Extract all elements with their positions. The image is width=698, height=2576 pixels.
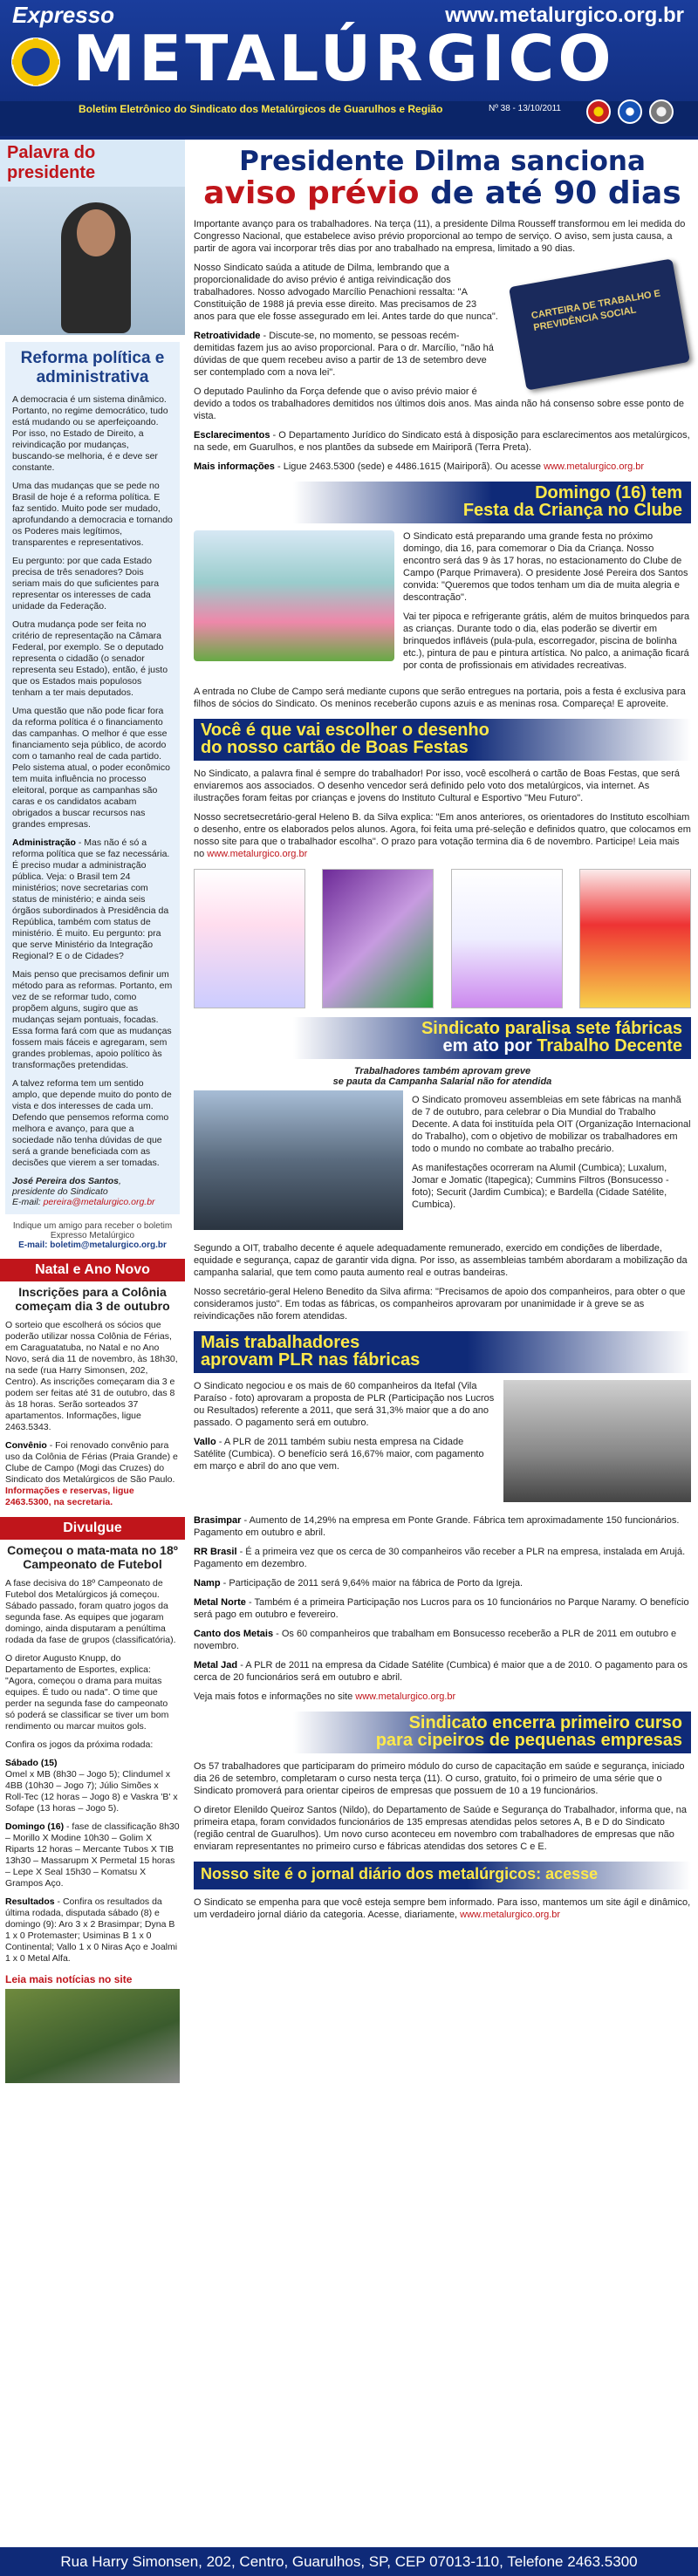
children-party-photo (194, 530, 394, 661)
domingo-games: Domingo (16) - fase de classificação 8h30 – Morillo X Modine 10h30 – Golim X Riparts 12 horas – Mercante Tubos X TIB 13h30 – Massarupm X Permetal 15 horas – Lepe X Seal 15h30 – Komatsu X Grampos Aço. (5, 1821, 180, 1889)
site-banner: Nosso site é o jornal diário dos metalúrgicos: acesse (194, 1862, 691, 1889)
natal-bar: Natal e Ano Novo (0, 1259, 185, 1281)
plr-item: RR Brasil - É a primeira vez que os cerca de 30 companheiros vão receber a PLR na empresa, instalada em Arujá. Pagamento em dezembro. (194, 1547, 686, 1569)
natal-text: O sorteio que escolherá os sócios que poderão utilizar nossa Colônia de Férias, em Caraguatatuba, no Natal e no Ano Novo, será dia 11 de novembro, às 18h30, na sede (rua Harry Simonsen, 202, Centro). As inscrições começaram dia 3 e podem ser feitas até 31 de outubro, das 8 às 18 horas. Serão sorteados 37 apartamentos. Informações, ligue 2463.5343. (5, 1320, 178, 1432)
site-link[interactable]: www.metalurgico.org.br (355, 1691, 456, 1702)
site-paragraph: O Sindicato se empenha para que você esteja sempre bem informado. Para isso, mantemos um site ágil e dinâmico, um verdadeiro jornal diário da categoria. Acesse, diariamente, www.metalurgico.org.br (194, 1897, 691, 1920)
union-logo-icon (10, 37, 61, 87)
curso-paragraph: Os 57 trabalhadores que participaram do primeiro módulo do curso de capacitação em saúde e segurança, iniciado dia 26 de setembro, completaram o curso nesta terça (11). O curso, gratuito, foi o primeiro de uma série que o Sindicato promoverá para orientar cipeiros de empresas que possuem de 10 a 19 funcionários. (194, 1761, 685, 1796)
footer-address: Rua Harry Simonsen, 202, Centro, Guarulhos, SP, CEP 07013-110, Telefone 2463.5300 (0, 2547, 698, 2576)
domingo-paragraph: Vai ter pipoca e refrigerante grátis, além de muitos brinquedos para as crianças. Durante todo o dia, elas poderão se divertir em brinquedos infláveis (pula-pula, escorregador, piscina de bolinha etc.), pintura de pau e pintura artística. No palco, a animação ficará por conta de profissionais em atividades recreativas. (403, 612, 690, 671)
site-url-link[interactable]: www.metalurgico.org.br (445, 3, 684, 27)
site-link[interactable]: www.metalurgico.org.br (544, 461, 645, 472)
column-paragraph: Uma questão que não pode ficar fora da reforma política é o financiamento das campanhas. O melhor é que esse financiamento seja público, de acordo com o tamanho real de cada partido. Pelo sistema atual, o poder econômico tem muita influência no processo eleitoral, porque as campanhas são caras e os candidatos acabam obrigados a buscar recursos nas grandes empresas. (12, 706, 170, 830)
signature: José Pereira dos Santos, presidente do Sindicato E-mail: pereira@metalurgico.org.br (12, 1176, 155, 1207)
info-paragraph: Mais informações - Ligue 2463.5300 (sede) e 4486.1615 (Mairiporã). Ou acesse www.metalurgico.org.br (194, 461, 645, 472)
president-column (5, 342, 180, 1214)
workers-group-photo (503, 1380, 691, 1502)
drawing-card[interactable] (579, 869, 691, 1008)
partner-seals (586, 99, 674, 124)
paralisa-subtitle: Trabalhadores também aprovam greve se pauta da Campanha Salarial não for atendida (332, 1066, 552, 1087)
leia-mais-link[interactable]: Leia mais notícias no site (5, 1973, 133, 1985)
invite-friend: Indique um amigo para receber o boletim Expresso Metalúrgico E-mail: boletim@metalurgico.org.br (12, 1221, 173, 1250)
paralisa-paragraph: As manifestações ocorreram na Alumil (Cumbica); Luxalum, Jomar e Jomatic (Itapegica); Cummins Filtros (Bonsucesso - foto); Securit (Jardim Cumbica); e Bardella (Cidade Satélite, Cumbica). (412, 1163, 669, 1210)
paralisa-paragraph: O Sindicato promoveu assembleias em sete fábricas na manhã de 7 de outubro, para celebrar o Dia Mundial do Trabalho Decente. A data foi instituída pela OIT (Organização Internacional do Trabalho), com o objetivo de mobilizar os trabalhadores em todo o mundo no combate ao trabalho precário. (412, 1095, 691, 1154)
column-paragraph: Uma das mudanças que se pede no Brasil de hoje é a reforma política. E faz sentido. Muito pode ser mudado, aprofundando a democracia e tornando os Poderes mais legítimos, transparentes e representativos. (12, 481, 173, 548)
lead-paragraph: O deputado Paulinho da Força defende que o aviso prévio maior é devido a todos os trabalhadores demitidos nos últimos dois anos. Mas ainda não há consenso sobre esse ponto de vista. (194, 386, 684, 421)
desenho-paragraph: Nosso secretsecretário-geral Heleno B. da Silva explica: "Em anos anteriores, os orientadores do Instituto escolhiam o desenho, entre os elaborados pelos alunos. Agora, foi feita uma pré-seleção e definidos quatro, que colocamos em nosso site para que o trabalhador escolha". O prazo para votação termina dia 6 de novembro. Participe! Leia mais no www.metalurgico.org.br (194, 812, 691, 859)
site-link[interactable]: www.metalurgico.org.br (207, 849, 308, 859)
column-paragraph: Eu pergunto: por que cada Estado precisa de três senadores? Dois seriam mais do que suficientes para representar os interesses de cada unidade da Federação. (12, 556, 160, 612)
card-drawings (194, 869, 691, 1008)
paralisa-paragraph: Segundo a OIT, trabalho decente é aquele adequadamente remunerado, exercido em condições de liberdade, equidade e segurança, capaz de garantir vida digna. Por isso, as assembleias também abordaram a mobilização da campanha salarial, que tem como pauta aumento real e outras bandeiras. (194, 1243, 688, 1278)
football-photo[interactable] (5, 1989, 180, 2083)
expresso-label: Expresso (12, 2, 115, 28)
domingo-banner: Domingo (16) tem Festa da Criança no Clube (194, 482, 691, 523)
drawing-card[interactable] (322, 869, 434, 1008)
seal-icon (618, 99, 642, 124)
factory-assembly-photo (194, 1090, 403, 1230)
column-title: Reforma política e administrativa (20, 349, 165, 386)
column-paragraph: A democracia é um sistema dinâmico. Portanto, no regime democrático, tudo está mudando ou se aperfeiçoando. Por isso, no Estado de Direito, a reivindicação por mudanças, buscando-se melhoria, é e deve ser constante. (12, 394, 168, 473)
issue-number: Nº 38 - 13/10/2011 (489, 104, 561, 113)
lead-title: Presidente Dilma sanciona (239, 146, 646, 177)
convenio-text: Convênio - Foi renovado convênio para uso da Colônia de Férias (Praia Grande) e Clube de Campo (Mogi das Cruzes) do Sindicato dos Metalúrgicos de São Paulo. Informações e reservas, ligue 2463.5300, na secretaria. (5, 1440, 178, 1507)
domingo-paragraph: A entrada no Clube de Campo será mediante cupons que serão entregues na portaria, pois a festa é exclusiva para filhos de sócios do Sindicato. Os meninos receberão cupons azuis e as meninas rosa. Compareça! E aproveite. (194, 687, 686, 709)
natal-title: Inscrições para a Colônia começam dia 3 de outubro (15, 1285, 170, 1313)
newsletter-title: METALÚRGICO (72, 22, 615, 95)
plr-item: Namp - Participação de 2011 será 9,64% maior na fábrica de Porto da Igreja. (194, 1578, 524, 1589)
plr-banner: Mais trabalhadores aprovam PLR nas fábricas (194, 1331, 691, 1373)
mata-text: A fase decisiva do 18º Campeonato de Futebol dos Metalúrgicos já começou. Sábado passado, foram quatro jogos da segunda fase. As equipes que jogaram domingo, ainda disputaram a penúltima rodada da fase de grupos (classificatória). (5, 1578, 176, 1645)
president-photo (0, 187, 185, 335)
drawing-card[interactable] (451, 869, 563, 1008)
plr-item: Vallo - A PLR de 2011 também subiu nesta empresa na Cidade Satélite (Cumbica). O benefício será 16,67% maior, com pagamento em março e abril do ano que vem. (194, 1437, 484, 1472)
sidebar (0, 140, 185, 2547)
mata-text: Confira os jogos da próxima rodada: (5, 1739, 154, 1750)
desenho-paragraph: No Sindicato, a palavra final é sempre do trabalhador! Por isso, você escolherá o cartão de Boas Festas, que será enviaremos aos associados. O desenho vencedor será definido pelo voto dos metalúrgicos, via internet. As ilustrações foram feitas por crianças e jovens do Instituto Cultural e Esportivo "Meu Futuro". (194, 769, 681, 803)
lead-title-2: aviso prévio de até 90 dias (203, 175, 681, 211)
resultados-text: Resultados - Confira os resultados da última rodada, disputada sábado (8) e domingo (9): Aro 3 x 2 Brasimpar; Dyna B 1 x 0 Protemaster; Usiminas B 1 x 0 Continental; Vallo 1 x 0 Niras Aço e Joalmi 1 x 0 Metal Alfa. (5, 1896, 178, 1964)
escl-paragraph: Esclarecimentos - O Departamento Jurídico do Sindicato está à disposição para esclarecimentos aos metalúrgicos, na sede, em Guarulhos, e nos plantões da subsede em Mairiporã (Terra Preta). (194, 430, 690, 453)
lead-paragraph: Importante avanço para os trabalhadores. Na terça (11), a presidente Dilma Rousseff transformou em lei medida do Congresso Nacional, que estabelece aviso prévio proporcional ao tempo de serviço. O aviso, sem justa causa, a partir de agora vai incorporar três dias por ano trabalhado na empresa, limitado a 90 dias. (194, 219, 686, 254)
seal-icon (649, 99, 674, 124)
mata-text: O diretor Augusto Knupp, do Departamento de Esportes, explica: "Agora, começou o drama para muitas equipes. É tudo ou nada". O time que perder na segunda fase do campeonato só poderá se classificar se tiver um bom rendimento ou marcar muitos gols. (5, 1653, 169, 1732)
paralisa-banner: Sindicato paralisa sete fábricas em ato por Trabalho Decente (194, 1017, 691, 1059)
plr-item: Canto dos Metais - Os 60 companheiros que trabalham em Bonsucesso receberão a PLR de 2011 em outubro e novembro. (194, 1629, 677, 1651)
header (0, 0, 698, 140)
email-link[interactable]: pereira@metalurgico.org.br (43, 1197, 155, 1207)
main-column (194, 140, 691, 1928)
drawing-card[interactable] (194, 869, 305, 1008)
site-link[interactable]: www.metalurgico.org.br (460, 1910, 561, 1920)
column-paragraph: Administração - Mas não é só a reforma política que se faz necessária. É preciso mudar a administração pública. Veja: o Brasil tem 24 ministérios; nove secretarias com status de ministério; e ainda seis órgãos subordinados à Presidência da República, também com status de ministério. É muito. Eu pergunto: pra que serve Ministério da Integração Regional? E o de Cidades? (12, 837, 170, 961)
invite-email-link[interactable]: E-mail: boletim@metalurgico.org.br (18, 1240, 167, 1250)
lead-paragraph: Nosso Sindicato saúda a atitude de Dilma, lembrando que a proporcionalidade do aviso prévio é antiga reivindicação dos trabalhadores. Nosso advogado Marcílio Penachioni ressalta: "A Constituição de 1988 já previa esse direito. Mas precisamos de 23 anos para que ele fosse assegurado em lei. Antes tarde do que nunca". (194, 263, 498, 322)
curso-paragraph: O diretor Elenildo Queiroz Santos (Nildo), do Departamento de Saúde e Segurança do Trabalhador, informa que, na primeira etapa, foram convidados funcionários de 135 empresas atendidas pelos setores A, B e D do Sindicato (região central de Guarulhos). Um novo curso aconteceu em novembro com trabalhadores de empresas que não enviaram representantes no primeiro curso e fábricas atendidas dos setores C e E. (194, 1805, 688, 1852)
plr-item: Brasimpar - Aumento de 14,29% na empresa em Ponte Grande. Fábrica tem aproximadamente 150 funcionários. Pagamento em outubro e abril. (194, 1515, 680, 1538)
work-card-photo: CARTEIRA DE TRABALHO E PREVIDÊNCIA SOCIAL (508, 262, 691, 384)
plr-paragraph: O Sindicato negociou e os mais de 60 companheiros da Itefal (Vila Paraíso - foto) aprovaram a proposta de PLR (Participação nos Lucros ou Resultados) referente a 2011, que será 31,3% maior que a do ano passado. O pagamento será em outubro. (194, 1381, 495, 1428)
desenho-banner: Você é que vai escolher o desenho do nosso cartão de Boas Festas (194, 719, 691, 761)
newsletter-subtitle: Boletim Eletrônico do Sindicato dos Metalúrgicos de Guarulhos e Região (79, 103, 443, 115)
paralisa-paragraph: Nosso secretário-geral Heleno Benedito da Silva afirma: "Precisamos de apoio dos companheiros, para obter o que consideramos justo". Em todas as fábricas, os companheiros aprovaram por unanimidade ir à greve se as reivindicações não forem atendidas. (194, 1287, 686, 1322)
curso-banner: Sindicato encerra primeiro curso para cipeiros de pequenas empresas (194, 1712, 691, 1753)
president-label: Palavra do presidente (0, 140, 185, 187)
column-paragraph: Outra mudança pode ser feita no critério de representação na Câmara Federal, por exemplo. Se o deputado representa o cidadão (o senador representa seu Estado), então, é justo que os Estados mais populosos tenham a ter mais deputados. (12, 619, 168, 698)
plr-item: Metal Norte - Também é a primeira Participação nos Lucros para os 10 funcionários no Parque Naramy. O benefício será pago em outubro e fevereiro. (194, 1597, 689, 1620)
plr-item: Metal Jad - A PLR de 2011 na empresa da Cidade Satélite (Cumbica) é maior que a de 2010. O pagamento para os cerca de 20 funcionários será em outubro e abril. (194, 1660, 688, 1683)
column-paragraph: Mais penso que precisamos definir um método para as reformas. Portanto, em vez de se reformar tudo, como propõem alguns, sugiro que as mudanças sejam pontuais, focadas. Essa forma fará com que as mudanças fossem mais fáceis e agregaram, sem grandes problemas, apoio político às transformações pretendidas. (12, 969, 173, 1070)
domingo-paragraph: O Sindicato está preparando uma grande festa no próximo domingo, dia 16, para comemorar o Dia da Criança. Nosso encontro será das 9 às 17 horas, no estacionamento do Clube de Campo (Parque Primavera). O presidente José Pereira dos Santos convida: "Queremos que todos tenham um dia de muita alegria e descontração". (403, 531, 688, 603)
sabado-games: Sábado (15) Omel x MB (8h30 – Jogo 5); Clindumel x 4BB (10h30 – Jogo 7); Júlio Simões x Roll-Tec (12 horas – Jogo 8) e Vaskra 'B' x Sofape (13 horas – Jogo 5). (5, 1758, 178, 1814)
column-paragraph: A talvez reforma tem um sentido amplo, que depende muito do ponto de vista e dos interesses de cada um. Defendo que pensemos reforma como melhora e avanço, para que a sociedade não tenha dúvidas de que será a grande beneficiada com as decisões que vierem a ser tomadas. (12, 1078, 172, 1168)
mata-title: Começou o mata-mata no 18º Campeonato de Futebol (7, 1543, 178, 1571)
plr-more: Veja mais fotos e informações no site www.metalurgico.org.br (194, 1691, 456, 1702)
seal-icon (586, 99, 611, 124)
divulgue-bar: Divulgue (0, 1517, 185, 1540)
retro-paragraph: Retroatividade - Discute-se, no momento, se pessoas recém-demitidas fazem jus ao aviso proporcional. Para o dr. Marcílio, "não há dúvidas de que quem recebeu aviso a partir de 13 de setembro deve ser contemplado com a nova lei". (194, 331, 494, 378)
